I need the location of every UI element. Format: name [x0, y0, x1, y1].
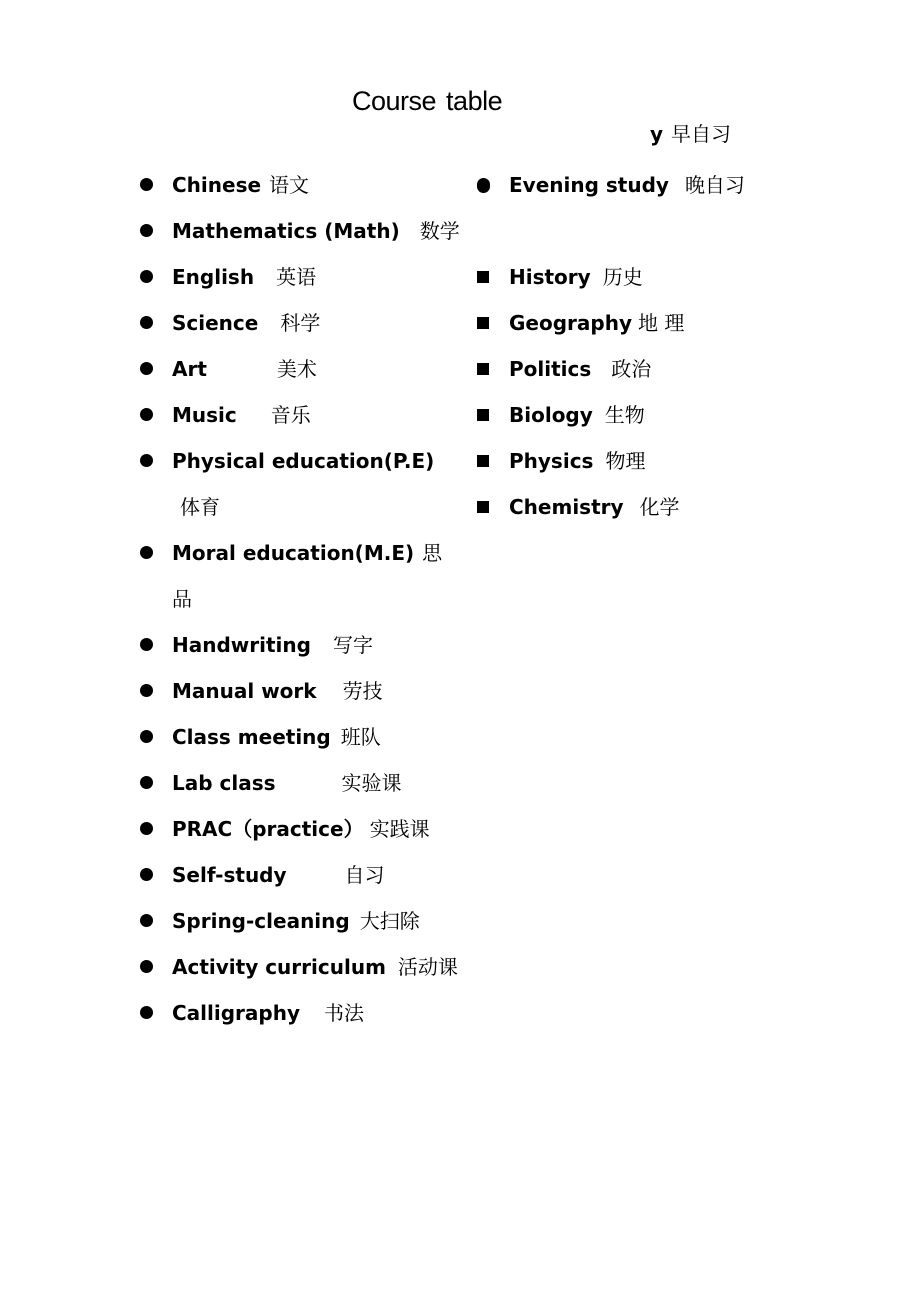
bullet-icon — [140, 914, 153, 927]
list-item: Chemistry 化学 — [477, 484, 777, 530]
bullet-icon — [140, 408, 153, 421]
list-item: Politics 政治 — [477, 346, 777, 392]
bullet-icon — [140, 454, 153, 467]
list-item: Mathematics (Math) 数学 — [140, 208, 460, 254]
list-item: Handwriting 写字 — [140, 622, 460, 668]
bullet-icon — [477, 178, 490, 191]
list-item: History 历史 — [477, 254, 777, 300]
square-bullet-icon — [477, 317, 489, 329]
bullet-icon — [140, 178, 153, 191]
square-bullet-icon — [477, 271, 489, 283]
left-course-list — [140, 162, 460, 1036]
list-item: Physics 物理 — [477, 438, 777, 484]
bullet-icon — [140, 316, 153, 329]
right-course-list — [477, 162, 777, 530]
list-item: English 英语 — [140, 254, 460, 300]
list-item: Lab class 实验课 — [140, 760, 460, 806]
list-item: Biology 生物 — [477, 392, 777, 438]
list-item: Activity curriculum 活动课 — [140, 944, 460, 990]
bullet-icon — [140, 362, 153, 375]
bullet-icon — [140, 730, 153, 743]
bullet-icon — [140, 224, 153, 237]
list-item: Music 音乐 — [140, 392, 460, 438]
bullet-icon — [140, 868, 153, 881]
bullet-icon — [140, 684, 153, 697]
list-item: Moral education(M.E) 思品 — [140, 530, 460, 622]
list-item: Self-study 自习 — [140, 852, 460, 898]
morning-study-label: y 早自习 — [650, 122, 732, 146]
list-item: Geography 地 理 — [477, 300, 777, 346]
bullet-icon — [140, 776, 153, 789]
title-word-1: Course — [352, 86, 437, 116]
list-item: Evening study 晚自习 — [477, 162, 777, 208]
square-bullet-icon — [477, 501, 489, 513]
list-item: Physical education(P.E)体育 — [140, 438, 460, 530]
list-item: Manual work 劳技 — [140, 668, 460, 714]
list-item: PRAC（practice） 实践课 — [140, 806, 460, 852]
list-item: Art 美术 — [140, 346, 460, 392]
square-bullet-icon — [477, 455, 489, 467]
list-item: Spring-cleaning 大扫除 — [140, 898, 460, 944]
bullet-icon — [140, 270, 153, 283]
bullet-icon — [140, 822, 153, 835]
spacer — [477, 208, 777, 254]
list-item: Science 科学 — [140, 300, 460, 346]
bullet-icon — [140, 960, 153, 973]
title-word-2: table — [446, 86, 503, 116]
square-bullet-icon — [477, 409, 489, 421]
page-title — [352, 86, 502, 117]
list-item: Chinese 语文 — [140, 162, 460, 208]
bullet-icon — [140, 638, 153, 651]
square-bullet-icon — [477, 363, 489, 375]
bullet-icon — [140, 546, 153, 559]
bullet-icon — [140, 1006, 153, 1019]
list-item: Calligraphy 书法 — [140, 990, 460, 1036]
list-item: Class meeting 班队 — [140, 714, 460, 760]
